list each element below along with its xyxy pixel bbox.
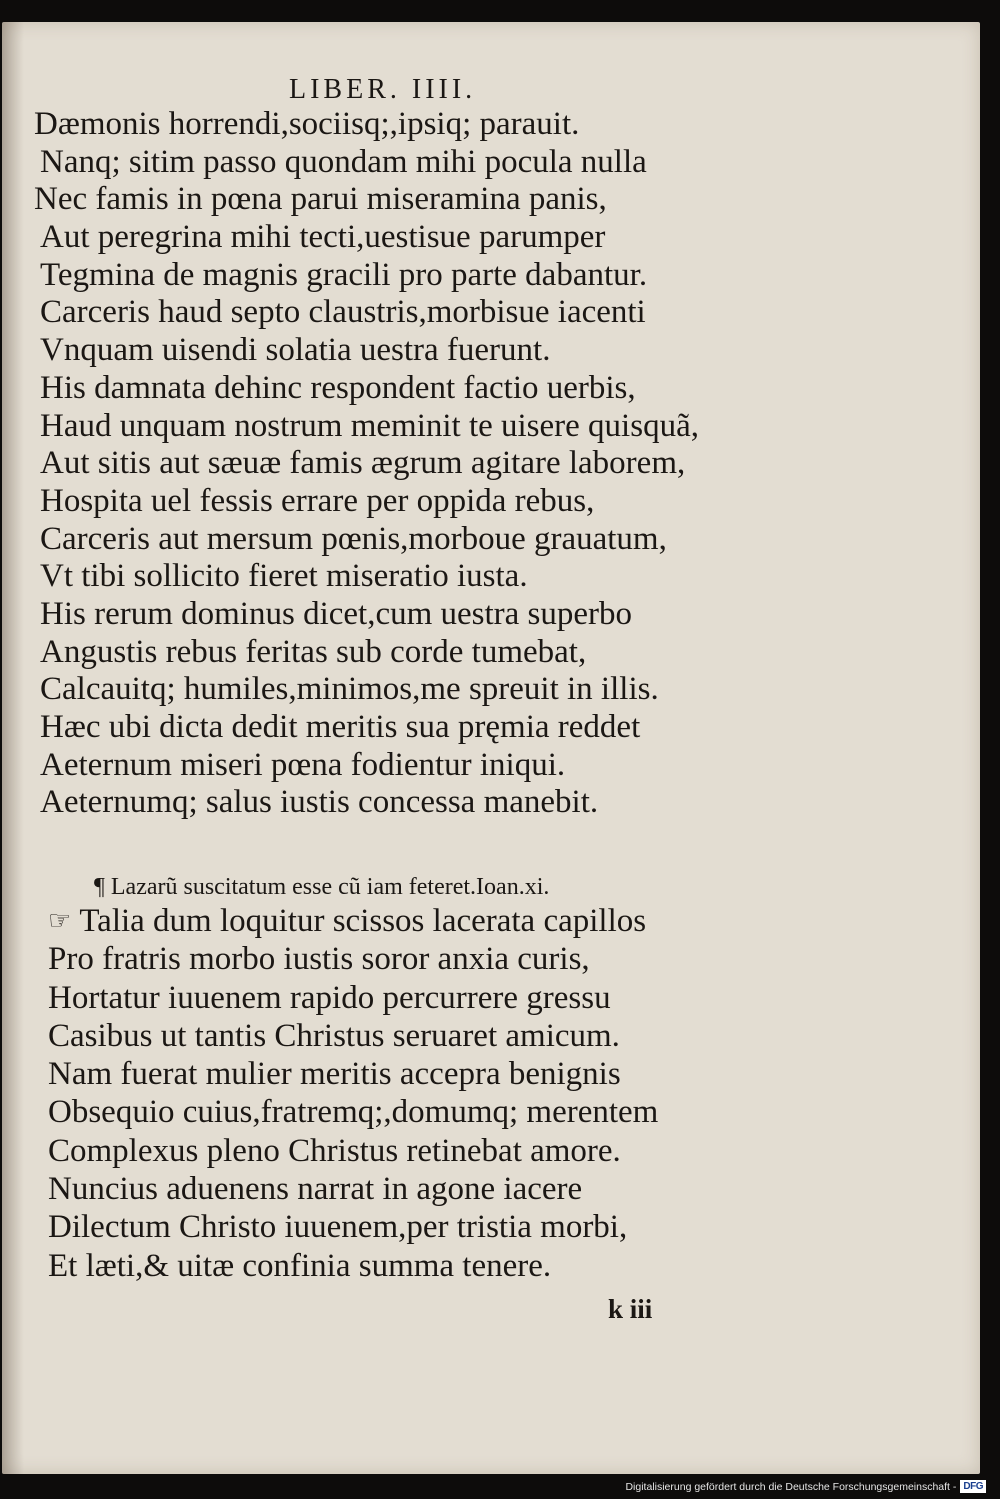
verse-line [48,902,948,940]
verse-line: Pro fratris morbo iustis soror anxia curis, [48,941,590,978]
verse-line: Angustis rebus feritas sub corde tumebat, [40,633,587,670]
digitization-credit [625,1480,986,1493]
verse-line: Complexus pleno Christus retinebat amore. [48,1132,621,1169]
verse-line: Nam fuerat mulier meritis accepra benignis [48,1056,621,1093]
verse-line-text: Talia dum loquitur scissos lacerata capillos [79,903,647,939]
verse-line: Hæc ubi dicta dedit meritis sua pręmia reddet [40,709,641,745]
verse-line: Casibus ut tantis Christus seruaret amicum. [48,1017,620,1054]
verse-line: Carceris haud septo claustris,morbisue iacenti [40,294,646,331]
credit-text: Digitalisierung gefördert durch die Deutsche Forschungsgemeinschaft - [625,1480,957,1493]
verse-line: Hortatur iuuenem rapido percurrere gressu [48,979,611,1016]
signature-mark: k iii [608,1294,653,1324]
dfg-logo-icon: DFG [960,1480,986,1493]
verse-block-1 [34,106,954,822]
verse-line: Vt tibi sollicito fieret miseratio iusta. [40,558,528,595]
verse-line: His rerum dominus dicet,cum uestra superbo [40,595,633,632]
pointing-hand-icon: ☞ [48,906,72,935]
verse-line: Nuncius aduenens narrat in agone iacere [48,1171,583,1208]
verse-line: Vnquam uisendi solatia uestra fuerunt. [40,332,551,369]
verse-line: Nanq; sitim passo quondam mihi pocula nulla [40,143,647,180]
verse-line: Obsequio cuius,fratremq;,domumq; merentem [48,1094,659,1131]
book-page [2,22,980,1474]
verse-line: Aut sitis aut sæuæ famis ægrum agitare laborem, [40,445,686,482]
verse-line: Carceris aut mersum pœnis,morboue grauatum, [40,520,667,557]
running-head: LIBER. IIII. [289,74,477,105]
verse-line: Et læti,& uitæ confinia summa tenere. [48,1247,552,1284]
verse-line: Dilectum Christo iuuenem,per tristia morbi, [48,1209,628,1246]
verse-line: Nec famis in pœna parui miseramina panis, [34,181,607,218]
verse-block-2 [48,902,948,1285]
verse-line: Aut peregrina mihi tecti,uestisue parumper [40,219,606,256]
verse-line: Haud unquam nostrum meminit te uisere quisquã, [40,407,699,444]
verse-line: His damnata dehinc respondent factio uerbis, [40,369,636,406]
verse-line: Aeternumq; salus iustis concessa manebit. [40,784,599,821]
verse-line: Calcauitq; humiles,minimos,me spreuit in illis. [40,671,659,708]
verse-line: Tegmina de magnis gracili pro parte dabantur. [40,256,648,293]
verse-line: Aeternum miseri pœna fodientur iniqui. [40,746,566,783]
verse-line: Dæmonis horrendi,sociisq;,ipsiq; parauit. [34,106,580,142]
section-heading: ¶ Lazarũ suscitatum esse cũ iam feteret.Ioan.xi. [94,874,550,900]
verse-line: Hospita uel fessis errare per oppida rebus, [40,482,595,519]
